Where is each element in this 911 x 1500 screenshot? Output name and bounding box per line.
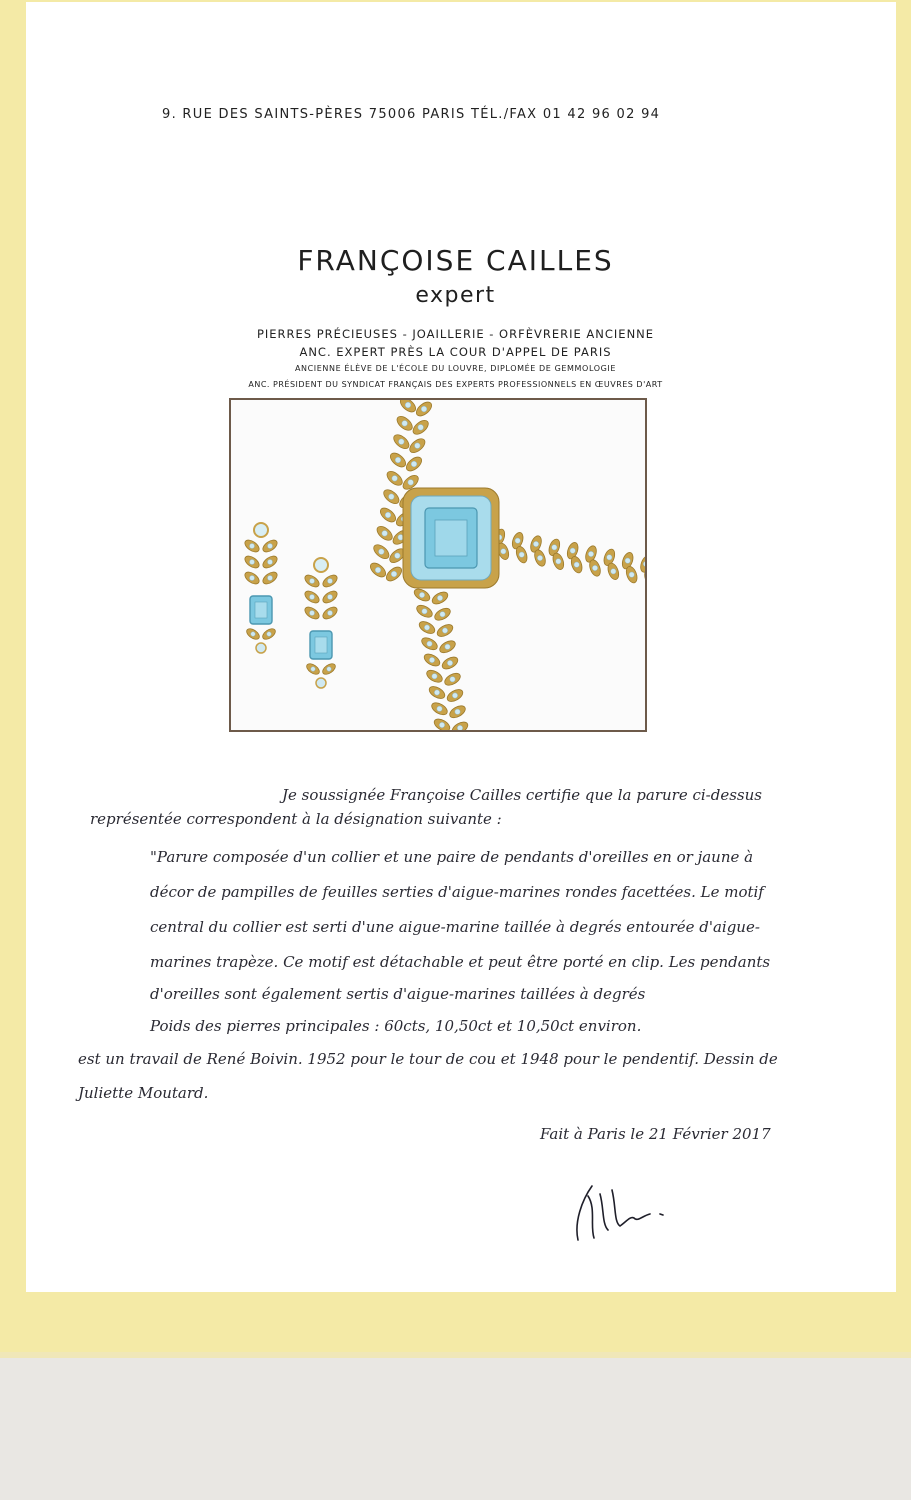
small-aquamarine (327, 610, 332, 615)
small-aquamarine (424, 625, 429, 630)
small-aquamarine (574, 562, 579, 567)
small-aquamarine (439, 722, 444, 727)
small-aquamarine (455, 709, 460, 714)
small-aquamarine (570, 548, 575, 553)
small-aquamarine (629, 572, 634, 577)
necklace-earrings-illustration (231, 400, 645, 730)
small-aquamarine (309, 578, 314, 583)
small-aquamarine (450, 677, 455, 682)
small-aquamarine (592, 565, 597, 570)
small-aquamarine (445, 644, 450, 649)
earring-bottom-stone (316, 678, 326, 688)
small-aquamarine (440, 612, 445, 617)
small-aquamarine (447, 660, 452, 665)
certificate-line: d'oreilles sont également sertis d'aigue-marines taillées à degrés (150, 985, 646, 1003)
small-aquamarine (405, 402, 411, 408)
small-aquamarine (385, 512, 391, 518)
small-aquamarine (309, 594, 314, 599)
small-aquamarine (421, 406, 427, 412)
small-aquamarine (457, 725, 462, 730)
small-aquamarine (395, 553, 401, 559)
small-aquamarine (249, 559, 254, 564)
small-aquamarine (411, 461, 417, 467)
small-aquamarine (429, 657, 434, 662)
earring-top-stone (314, 558, 328, 572)
expert-name: FRANÇOISE CAILLES (297, 244, 614, 277)
small-aquamarine (607, 555, 612, 560)
certificate-line: marines trapèze. Ce motif est détachable et peut être porté en clip. Les pendants (150, 953, 771, 971)
small-aquamarine (519, 552, 524, 557)
small-aquamarine (515, 538, 520, 543)
stone-facet (255, 602, 267, 618)
small-aquamarine (419, 592, 424, 597)
stone-facet (435, 520, 467, 556)
qualification-line: ANCIENNE ÉLÈVE DE L'ÉCOLE DU LOUVRE, DIPLOMÉE DE GEMMOLOGIE (294, 364, 617, 373)
earring-top-stone (254, 523, 268, 537)
small-aquamarine (249, 575, 254, 580)
small-aquamarine (556, 559, 561, 564)
small-aquamarine (537, 555, 542, 560)
small-aquamarine (611, 569, 616, 574)
letterhead-address: 9. RUE DES SAINTS-PÈRES 75006 PARIS TÉL./FAX 01 42 96 02 94 (162, 107, 661, 122)
small-aquamarine (379, 549, 385, 555)
small-aquamarine (267, 632, 271, 636)
small-aquamarine (442, 628, 447, 633)
small-aquamarine (408, 480, 414, 486)
jewelry-photo (229, 398, 647, 732)
small-aquamarine (327, 667, 331, 671)
small-aquamarine (392, 476, 398, 482)
small-aquamarine (311, 667, 315, 671)
small-aquamarine (251, 632, 255, 636)
small-aquamarine (249, 543, 254, 548)
certificate-line: Juliette Moutard. (78, 1084, 209, 1102)
small-aquamarine (375, 567, 381, 573)
small-aquamarine (437, 595, 442, 600)
earring-bottom-stone (256, 643, 266, 653)
small-aquamarine (267, 559, 272, 564)
small-aquamarine (382, 531, 388, 537)
small-aquamarine (402, 421, 408, 427)
small-aquamarine (391, 571, 397, 577)
certificate-line: Je soussignée Françoise Cailles certifie que la parure ci-dessus (282, 786, 762, 804)
certificate-line: est un travail de René Boivin. 1952 pour le tour de cou et 1948 pour le pendentif. Dessin de (78, 1050, 778, 1068)
small-aquamarine (588, 551, 593, 556)
certificate-line: représentée correspondent à la désignation suivante : (90, 810, 502, 828)
qualification-line: ANC. PRÉSIDENT DU SYNDICAT FRANÇAIS DES EXPERTS PROFESSIONNELS EN ŒUVRES D'ART (248, 380, 663, 389)
small-aquamarine (309, 610, 314, 615)
small-aquamarine (552, 545, 557, 550)
small-aquamarine (533, 541, 538, 546)
expert-title: expert (415, 283, 496, 308)
place-date-line: Fait à Paris le 21 Février 2017 (540, 1125, 771, 1143)
small-aquamarine (327, 578, 332, 583)
small-aquamarine (422, 609, 427, 614)
small-aquamarine (437, 706, 442, 711)
qualification-line: ANC. EXPERT PRÈS LA COUR D'APPEL DE PARIS (299, 345, 612, 359)
small-aquamarine (427, 641, 432, 646)
small-aquamarine (501, 549, 506, 554)
small-aquamarine (399, 439, 405, 445)
small-aquamarine (395, 457, 401, 463)
small-aquamarine (452, 693, 457, 698)
small-aquamarine (625, 558, 630, 563)
small-aquamarine (432, 674, 437, 679)
scan-background (0, 1352, 911, 1500)
certificate-line: "Parure composée d'un collier et une paire de pendants d'oreilles en or jaune à (150, 848, 754, 866)
certificate-line: Poids des pierres principales : 60cts, 10,50ct et 10,50ct environ. (150, 1017, 642, 1035)
certificate-line: central du collier est serti d'une aigue-marine taillée à degrés entourée d'aigue- (150, 918, 760, 936)
small-aquamarine (434, 690, 439, 695)
small-aquamarine (415, 443, 421, 449)
qualification-line: PIERRES PRÉCIEUSES - JOAILLERIE - ORFÈVRERIE ANCIENNE (256, 327, 655, 341)
small-aquamarine (418, 425, 424, 431)
small-aquamarine (267, 575, 272, 580)
small-aquamarine (389, 494, 395, 500)
small-aquamarine (267, 543, 272, 548)
small-aquamarine (327, 594, 332, 599)
signature (560, 1178, 700, 1248)
stone-facet (315, 637, 327, 653)
certificate-line: décor de pampilles de feuilles serties d'aigue-marines rondes facettées. Le motif (150, 883, 764, 901)
